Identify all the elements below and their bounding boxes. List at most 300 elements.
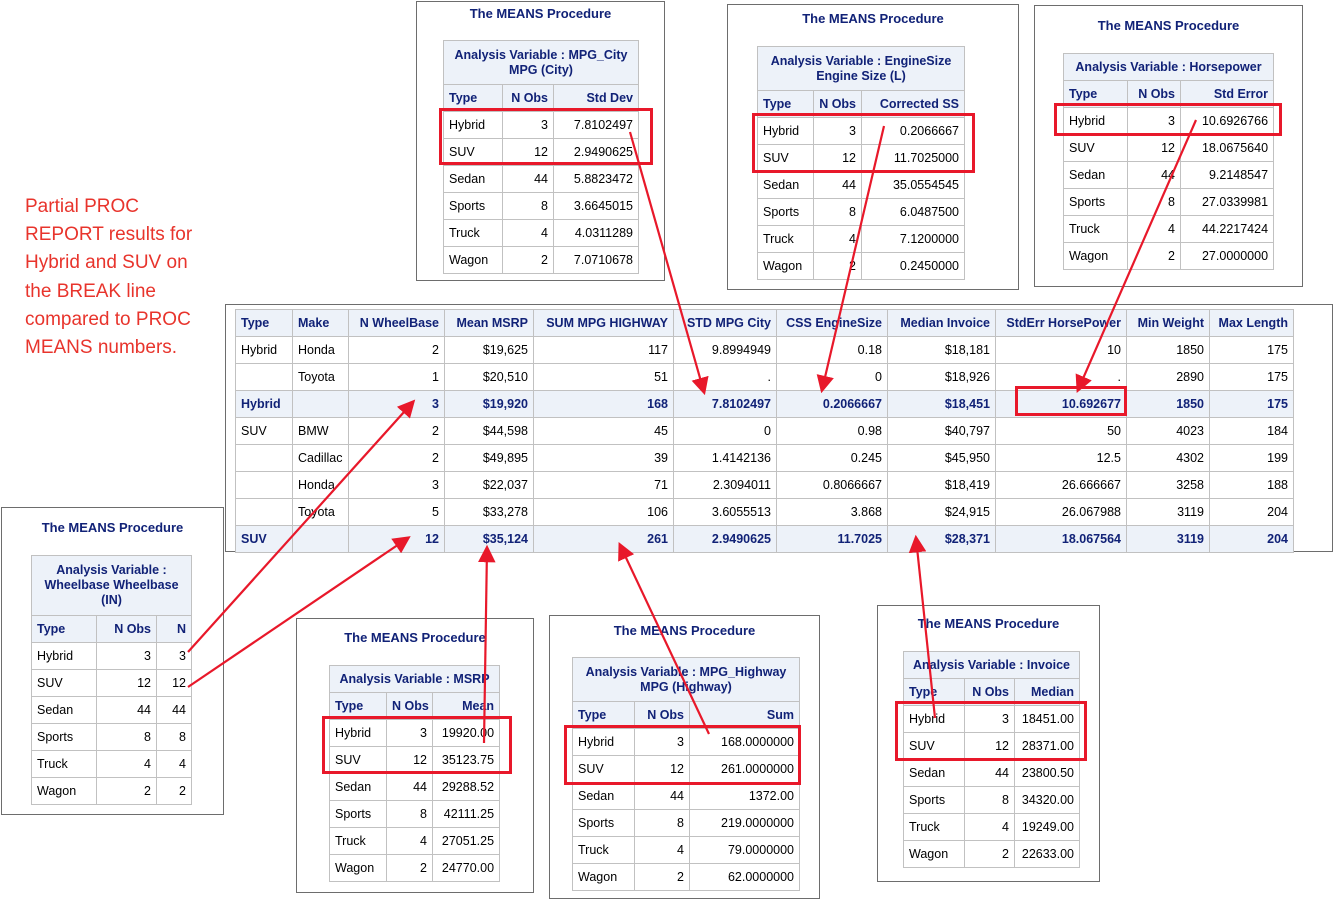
table-cell: 19249.00	[1015, 814, 1080, 841]
table-cell: SUV	[573, 756, 635, 783]
table-row	[904, 787, 1080, 814]
panel-title: The MEANS Procedure	[344, 630, 486, 645]
means-panel-mpg-city	[416, 1, 665, 281]
table-cell: 175	[1210, 364, 1294, 391]
table-row	[444, 220, 639, 247]
table-cell: 11.7025000	[862, 145, 965, 172]
table-row	[444, 193, 639, 220]
col-header: N Obs	[387, 693, 433, 720]
table-row	[330, 747, 500, 774]
col-header: N Obs	[1128, 81, 1181, 108]
table-cell: Hybrid	[444, 112, 503, 139]
table-cell: $35,124	[445, 526, 534, 553]
col-header: Type	[904, 679, 965, 706]
table-cell: Wagon	[1064, 243, 1128, 270]
table-cell: 2890	[1127, 364, 1210, 391]
table-row	[330, 801, 500, 828]
table-cell: 1850	[1127, 391, 1210, 418]
table-row	[758, 172, 965, 199]
table-cell: 188	[1210, 472, 1294, 499]
panel-title: The MEANS Procedure	[613, 623, 756, 638]
table-cell: 11.7025	[777, 526, 888, 553]
table-cell: 27051.25	[433, 828, 500, 855]
table-cell: 10	[996, 337, 1127, 364]
table-cell: Sedan	[330, 774, 387, 801]
table-row	[573, 864, 800, 891]
table-cell: Sports	[1064, 189, 1128, 216]
table-cell: Wagon	[904, 841, 965, 868]
col-header: Max Length	[1210, 310, 1294, 337]
table-cell: 8	[965, 787, 1015, 814]
means-panel-msrp	[296, 618, 534, 893]
table-cell: 12	[635, 756, 690, 783]
analysis-variable-header: Analysis Variable : Invoice	[904, 652, 1080, 679]
analysis-variable-header: Analysis Variable : MPG_City MPG (City)	[444, 41, 639, 85]
table-cell: 12	[1128, 135, 1181, 162]
table-cell: Sports	[904, 787, 965, 814]
table-cell: $18,926	[888, 364, 996, 391]
col-header: N WheelBase	[349, 310, 445, 337]
means-table	[1063, 53, 1274, 270]
table-cell: Hybrid	[330, 720, 387, 747]
table-row	[904, 733, 1080, 760]
table-cell: 29288.52	[433, 774, 500, 801]
table-cell: 168	[534, 391, 674, 418]
col-header: CSS EngineSize	[777, 310, 888, 337]
col-header: N Obs	[965, 679, 1015, 706]
table-cell: 3.6645015	[554, 193, 639, 220]
table-cell: $18,181	[888, 337, 996, 364]
table-cell: Hybrid	[32, 643, 97, 670]
break-row	[236, 391, 1294, 418]
table-cell: 44.2217424	[1181, 216, 1274, 243]
table-cell: Sedan	[444, 166, 503, 193]
table-cell: 4	[635, 837, 690, 864]
table-cell: 0	[674, 418, 777, 445]
table-cell	[293, 526, 349, 553]
col-header: Min Weight	[1127, 310, 1210, 337]
table-cell: 3	[814, 118, 862, 145]
table-cell: 261.0000000	[690, 756, 800, 783]
table-row	[32, 670, 192, 697]
table-cell: Sports	[32, 724, 97, 751]
annotation-note: Partial PROC REPORT results for Hybrid and SUV on the BREAK line compared to PROC MEANS numbers.	[25, 196, 193, 359]
table-cell: 3258	[1127, 472, 1210, 499]
table-cell: 2	[503, 247, 554, 274]
table-cell: Honda	[293, 337, 349, 364]
table-cell: Hybrid	[573, 729, 635, 756]
table-cell: Sedan	[904, 760, 965, 787]
col-header: Type	[1064, 81, 1128, 108]
table-cell: Cadillac	[293, 445, 349, 472]
table-cell: Hybrid	[904, 706, 965, 733]
table-cell: 8	[503, 193, 554, 220]
table-row	[904, 760, 1080, 787]
table-cell: 12	[814, 145, 862, 172]
table-cell: 44	[387, 774, 433, 801]
table-cell	[293, 391, 349, 418]
table-cell: 4	[1128, 216, 1181, 243]
table-cell: 12.5	[996, 445, 1127, 472]
table-cell: 3.868	[777, 499, 888, 526]
table-cell: 0.18	[777, 337, 888, 364]
col-header: Type	[330, 693, 387, 720]
table-cell: 4.0311289	[554, 220, 639, 247]
table-cell: 8	[97, 724, 157, 751]
table-cell: Sports	[330, 801, 387, 828]
table-cell: 204	[1210, 499, 1294, 526]
table-cell	[236, 472, 293, 499]
table-cell: Sedan	[573, 783, 635, 810]
col-header: N Obs	[814, 91, 862, 118]
table-row	[1064, 216, 1274, 243]
table-cell: 7.8102497	[674, 391, 777, 418]
table-row	[330, 855, 500, 882]
table-cell: 0.2066667	[777, 391, 888, 418]
table-cell: 12	[965, 733, 1015, 760]
table-cell: 261	[534, 526, 674, 553]
table-cell: Hybrid	[236, 391, 293, 418]
table-cell: Truck	[758, 226, 814, 253]
table-cell: 199	[1210, 445, 1294, 472]
table-cell: Truck	[444, 220, 503, 247]
table-cell: .	[674, 364, 777, 391]
table-cell: 18.0675640	[1181, 135, 1274, 162]
table-cell: 2	[387, 855, 433, 882]
table-cell: 5.8823472	[554, 166, 639, 193]
table-cell: 39	[534, 445, 674, 472]
table-cell: 4	[814, 226, 862, 253]
table-cell: 51	[534, 364, 674, 391]
table-cell: 4	[387, 828, 433, 855]
analysis-variable-header: Analysis Variable : Horsepower	[1064, 54, 1274, 81]
table-row	[1064, 162, 1274, 189]
table-cell: 3	[1128, 108, 1181, 135]
table-cell: BMW	[293, 418, 349, 445]
table-row	[758, 118, 965, 145]
table-cell: 175	[1210, 391, 1294, 418]
table-cell: $18,419	[888, 472, 996, 499]
table-cell: 8	[1128, 189, 1181, 216]
table-row	[1064, 108, 1274, 135]
panel-title: The MEANS Procedure	[41, 520, 184, 535]
table-cell: 71	[534, 472, 674, 499]
table-cell: 3	[387, 720, 433, 747]
col-header: SUM MPG HIGHWAY	[534, 310, 674, 337]
means-table	[31, 555, 192, 805]
table-cell: 35123.75	[433, 747, 500, 774]
table-cell: SUV	[32, 670, 97, 697]
table-cell: 3119	[1127, 499, 1210, 526]
table-cell: $49,895	[445, 445, 534, 472]
table-cell: SUV	[330, 747, 387, 774]
table-cell: 26.666667	[996, 472, 1127, 499]
table-cell: 2.9490625	[674, 526, 777, 553]
table-cell: 7.8102497	[554, 112, 639, 139]
table-cell: 8	[157, 724, 192, 751]
col-header: Type	[444, 85, 503, 112]
table-cell: 4	[965, 814, 1015, 841]
table-cell	[236, 445, 293, 472]
table-row	[32, 697, 192, 724]
table-row	[236, 418, 1294, 445]
col-header: Mean MSRP	[445, 310, 534, 337]
table-cell: Wagon	[330, 855, 387, 882]
table-row	[236, 472, 1294, 499]
table-cell: 44	[635, 783, 690, 810]
table-cell: 4	[157, 751, 192, 778]
table-cell: 27.0000000	[1181, 243, 1274, 270]
col-header: Make	[293, 310, 349, 337]
table-cell: 0.245	[777, 445, 888, 472]
table-row	[904, 841, 1080, 868]
table-cell: $45,950	[888, 445, 996, 472]
table-cell: Wagon	[573, 864, 635, 891]
table-cell: Hybrid	[236, 337, 293, 364]
table-row	[32, 724, 192, 751]
table-cell: 8	[635, 810, 690, 837]
table-cell: Hybrid	[758, 118, 814, 145]
table-cell: 44	[1128, 162, 1181, 189]
table-row	[236, 499, 1294, 526]
col-header: N	[157, 616, 192, 643]
table-cell: 12	[503, 139, 554, 166]
table-cell: 4	[97, 751, 157, 778]
table-cell: 9.8994949	[674, 337, 777, 364]
table-cell: 44	[814, 172, 862, 199]
table-cell: 12	[387, 747, 433, 774]
table-cell: 0.2450000	[862, 253, 965, 280]
table-cell: 9.2148547	[1181, 162, 1274, 189]
table-cell: SUV	[758, 145, 814, 172]
col-header: Mean	[433, 693, 500, 720]
table-cell: 3.6055513	[674, 499, 777, 526]
means-table	[757, 46, 965, 280]
table-cell: 117	[534, 337, 674, 364]
table-cell: 27.0339981	[1181, 189, 1274, 216]
table-cell: Truck	[32, 751, 97, 778]
table-cell: 0.8066667	[777, 472, 888, 499]
table-cell: 6.0487500	[862, 199, 965, 226]
table-row	[573, 810, 800, 837]
table-row	[904, 706, 1080, 733]
table-cell: 3119	[1127, 526, 1210, 553]
table-cell: 3	[97, 643, 157, 670]
table-cell: 3	[157, 643, 192, 670]
table-cell: 3	[635, 729, 690, 756]
col-header: Type	[758, 91, 814, 118]
col-header: N Obs	[503, 85, 554, 112]
table-cell: 26.067988	[996, 499, 1127, 526]
means-panel-wheelbase	[1, 507, 224, 815]
analysis-variable-header: Analysis Variable : Wheelbase Wheelbase (IN)	[32, 556, 192, 616]
table-row	[573, 837, 800, 864]
table-cell: 2.9490625	[554, 139, 639, 166]
table-cell: Sports	[444, 193, 503, 220]
table-row	[573, 783, 800, 810]
means-table	[572, 657, 800, 891]
table-cell: 2	[349, 418, 445, 445]
table-cell: Truck	[573, 837, 635, 864]
table-cell: 50	[996, 418, 1127, 445]
table-cell: 44	[503, 166, 554, 193]
table-cell: 184	[1210, 418, 1294, 445]
table-cell: $24,915	[888, 499, 996, 526]
table-cell: 28371.00	[1015, 733, 1080, 760]
table-cell: 62.0000000	[690, 864, 800, 891]
table-cell: 106	[534, 499, 674, 526]
panel-title: The MEANS Procedure	[1097, 18, 1240, 33]
table-cell: 44	[965, 760, 1015, 787]
table-cell: Truck	[1064, 216, 1128, 243]
table-cell: 10.6926766	[1181, 108, 1274, 135]
table-row	[32, 778, 192, 805]
table-cell: 18451.00	[1015, 706, 1080, 733]
table-cell: 44	[97, 697, 157, 724]
col-header: StdErr HorsePower	[996, 310, 1127, 337]
table-cell: 3	[349, 391, 445, 418]
table-cell: Sedan	[32, 697, 97, 724]
means-panel-engine-size	[727, 4, 1019, 290]
col-header: STD MPG City	[674, 310, 777, 337]
table-row	[758, 253, 965, 280]
table-cell: Honda	[293, 472, 349, 499]
table-cell: 2	[97, 778, 157, 805]
table-cell: Sports	[573, 810, 635, 837]
table-cell: 1.4142136	[674, 445, 777, 472]
table-cell: Sports	[758, 199, 814, 226]
table-cell: Sedan	[758, 172, 814, 199]
proc-report-panel	[225, 304, 1333, 552]
means-table	[443, 40, 639, 274]
table-row	[32, 751, 192, 778]
col-header: Std Dev	[554, 85, 639, 112]
table-cell: SUV	[1064, 135, 1128, 162]
table-row	[330, 720, 500, 747]
table-cell: Wagon	[444, 247, 503, 274]
table-row	[444, 112, 639, 139]
means-panel-invoice	[877, 605, 1100, 882]
table-cell: SUV	[904, 733, 965, 760]
table-cell: 2	[965, 841, 1015, 868]
table-cell: 4023	[1127, 418, 1210, 445]
table-cell: $44,598	[445, 418, 534, 445]
table-cell: 79.0000000	[690, 837, 800, 864]
report-header-row	[236, 310, 1294, 337]
table-cell: $19,625	[445, 337, 534, 364]
col-header: Type	[32, 616, 97, 643]
table-row	[573, 756, 800, 783]
table-cell: 12	[157, 670, 192, 697]
table-row	[32, 643, 192, 670]
table-cell: 34320.00	[1015, 787, 1080, 814]
table-row	[1064, 189, 1274, 216]
table-cell: .	[996, 364, 1127, 391]
means-panel-horsepower	[1034, 5, 1303, 287]
table-row	[1064, 135, 1274, 162]
table-cell: $28,371	[888, 526, 996, 553]
table-row	[758, 145, 965, 172]
table-cell: 175	[1210, 337, 1294, 364]
table-cell: 4302	[1127, 445, 1210, 472]
table-cell: 12	[349, 526, 445, 553]
table-cell: $22,037	[445, 472, 534, 499]
table-row	[758, 199, 965, 226]
table-cell: Sedan	[1064, 162, 1128, 189]
table-row	[573, 729, 800, 756]
col-header: Corrected SS	[862, 91, 965, 118]
table-cell: Toyota	[293, 364, 349, 391]
table-row	[444, 247, 639, 274]
analysis-variable-header: Analysis Variable : MSRP	[330, 666, 500, 693]
means-panel-mpg-highway	[549, 615, 820, 899]
table-cell: 2	[349, 337, 445, 364]
table-cell: 204	[1210, 526, 1294, 553]
table-row	[236, 337, 1294, 364]
table-cell: 10.692677	[996, 391, 1127, 418]
table-cell: 4	[503, 220, 554, 247]
col-header: Median	[1015, 679, 1080, 706]
table-cell: 219.0000000	[690, 810, 800, 837]
table-cell: 5	[349, 499, 445, 526]
table-cell	[236, 364, 293, 391]
table-cell: 0.2066667	[862, 118, 965, 145]
table-cell: $20,510	[445, 364, 534, 391]
table-row	[330, 774, 500, 801]
table-cell: 7.0710678	[554, 247, 639, 274]
means-table	[903, 651, 1080, 868]
table-row	[236, 364, 1294, 391]
table-cell: 8	[387, 801, 433, 828]
table-cell: 1372.00	[690, 783, 800, 810]
table-cell: $18,451	[888, 391, 996, 418]
table-cell: SUV	[236, 418, 293, 445]
table-cell: 2	[157, 778, 192, 805]
panel-title: The MEANS Procedure	[802, 11, 944, 26]
table-cell: 19920.00	[433, 720, 500, 747]
table-cell: 0	[777, 364, 888, 391]
table-cell: 2	[1128, 243, 1181, 270]
table-row	[758, 226, 965, 253]
table-cell: 3	[349, 472, 445, 499]
table-cell: 8	[814, 199, 862, 226]
table-row	[444, 139, 639, 166]
table-cell: 2.3094011	[674, 472, 777, 499]
table-row	[444, 166, 639, 193]
col-header: N Obs	[635, 702, 690, 729]
table-cell: 3	[503, 112, 554, 139]
table-cell: SUV	[444, 139, 503, 166]
table-cell: Hybrid	[1064, 108, 1128, 135]
table-cell: Wagon	[32, 778, 97, 805]
table-cell: 1	[349, 364, 445, 391]
break-row	[236, 526, 1294, 553]
col-header: Type	[573, 702, 635, 729]
table-cell: 12	[97, 670, 157, 697]
table-cell: 0.98	[777, 418, 888, 445]
table-row	[904, 814, 1080, 841]
table-cell: $19,920	[445, 391, 534, 418]
table-cell: 1850	[1127, 337, 1210, 364]
table-cell: 18.067564	[996, 526, 1127, 553]
table-cell: 7.1200000	[862, 226, 965, 253]
table-cell: Truck	[330, 828, 387, 855]
col-header: Std Error	[1181, 81, 1274, 108]
table-cell: 2	[814, 253, 862, 280]
table-cell: 35.0554545	[862, 172, 965, 199]
table-cell: 23800.50	[1015, 760, 1080, 787]
table-cell: Truck	[904, 814, 965, 841]
